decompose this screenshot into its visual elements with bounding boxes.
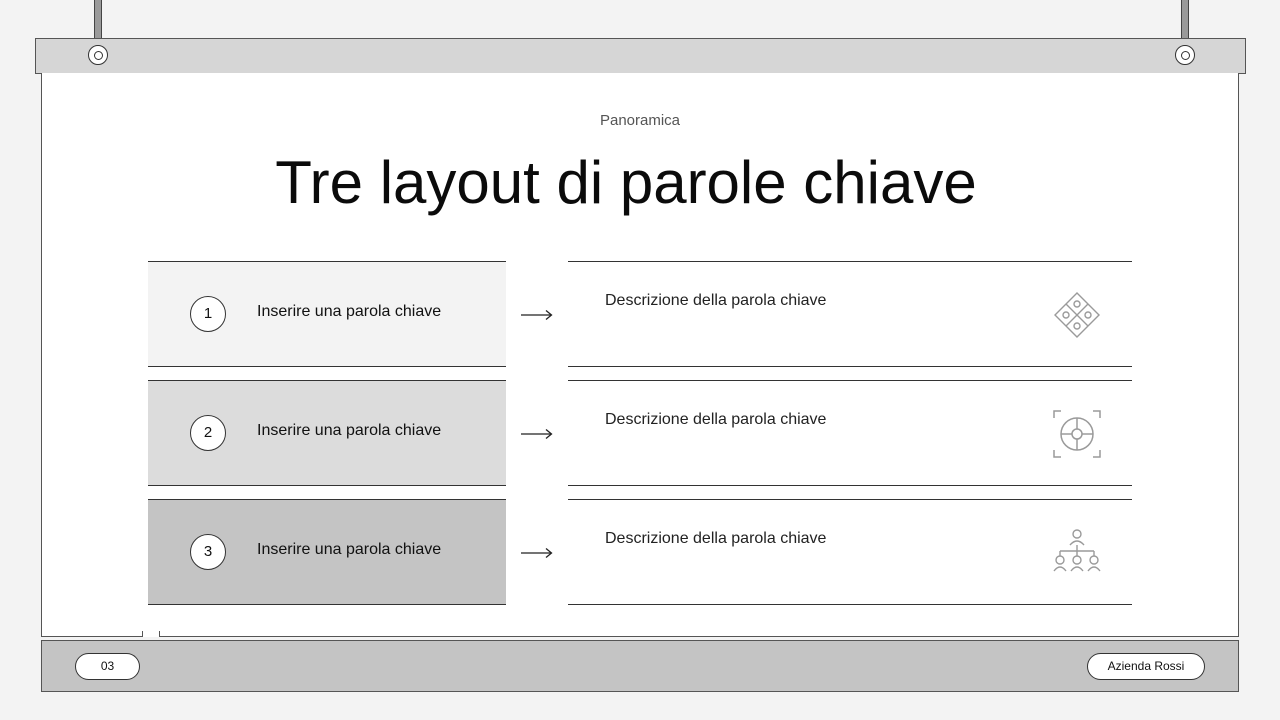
keyword-box-2 — [148, 380, 506, 486]
arrow-right-icon — [521, 547, 553, 559]
keyword-number-3: 3 — [190, 534, 226, 570]
top-hanger-bar — [35, 38, 1246, 74]
description-text-3: Descrizione della parola chiave — [605, 530, 827, 547]
footer-bar — [41, 640, 1239, 692]
target-icon — [1053, 410, 1101, 458]
keyword-label-3: Inserire una parola chiave — [257, 541, 442, 558]
arrow-right-icon — [521, 309, 553, 321]
keyword-number-1: 1 — [190, 296, 226, 332]
keyword-box-3 — [148, 499, 506, 605]
description-text-1: Descrizione della parola chiave — [605, 292, 827, 309]
company-badge: Azienda Rossi — [1087, 653, 1205, 680]
keyword-label-2: Inserire una parola chiave — [257, 422, 442, 439]
keyword-box-1 — [148, 261, 506, 367]
arrow-right-icon — [521, 428, 553, 440]
description-box-3 — [568, 499, 1132, 605]
ring-left-icon — [88, 45, 108, 65]
slide-title: Tre layout di parole chiave — [275, 149, 977, 216]
description-box-2 — [568, 380, 1132, 486]
keyword-label-1: Inserire una parola chiave — [257, 303, 442, 320]
ring-right-icon — [1175, 45, 1195, 65]
board-notch — [142, 631, 160, 637]
puzzle-icon — [1053, 291, 1101, 339]
org-chart-icon — [1053, 529, 1101, 577]
description-box-1 — [568, 261, 1132, 367]
page-number-badge: 03 — [75, 653, 140, 680]
slide-kicker: Panoramica — [599, 112, 681, 129]
keyword-number-2: 2 — [190, 415, 226, 451]
description-text-2: Descrizione della parola chiave — [605, 411, 827, 428]
